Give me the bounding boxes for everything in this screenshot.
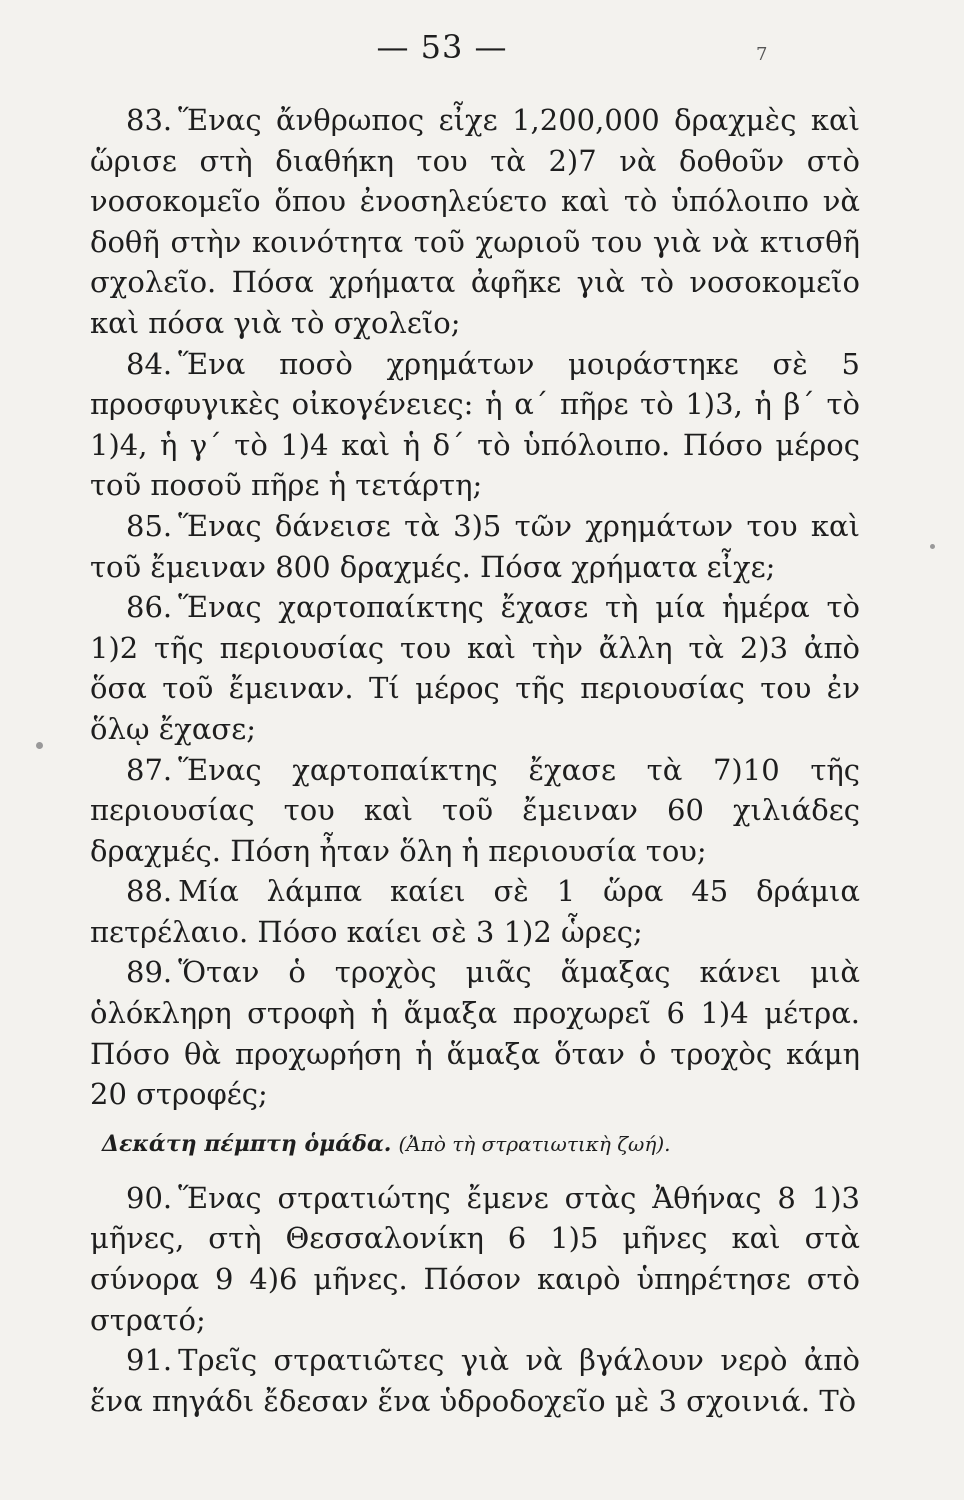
paper-speck [930, 544, 935, 549]
problem-text: Τρεῖς στρατιῶτες γιὰ νὰ βγάλουν νερὸ ἀπὸ ἕνα πηγάδι ἔδεσαν ἕνα ὑδροδοχεῖο μὲ 3 σχοινιά. Τὸ [90, 1343, 860, 1418]
problem-number: 83. [126, 103, 173, 137]
problem-85 [90, 506, 860, 587]
problem-91 [90, 1340, 860, 1421]
problem-text: Ἕνας δάνεισε τὰ 3)5 τῶν χρημάτων του καὶ τοῦ ἔμειναν 800 δραχμές. Πόσα χρήματα εἶχε; [90, 508, 860, 584]
problem-text: Ἕνας ἄνθρωπος εἶχε 1,200,000 δραχμὲς καὶ ὥρισε στὴ διαθήκη του τὰ 2)7 νὰ δοθοῦν στὸ νοσοκομεῖο ὅπου ἐνοσηλεύετο καὶ τὸ ὑπόλοιπο νὰ δοθῆ στὴν κοινότητα τοῦ χωριοῦ του γιὰ νὰ κτισθῆ σχολεῖο. Πόσα χρήματα ἀφῆκε γιὰ τὸ νοσοκομεῖο καὶ πόσα γιὰ τὸ σχολεῖο; [90, 103, 860, 340]
problem-88 [90, 871, 860, 952]
problem-86 [90, 587, 860, 749]
problem-89 [90, 952, 860, 1114]
section-subtitle: (Ἀπὸ τὴ στρατιωτικὴ ζωή). [398, 1131, 671, 1156]
page-number: — 53 — [376, 28, 508, 66]
problem-number: 87. [126, 752, 173, 787]
paper-speck [36, 742, 43, 749]
problem-number: 90. [126, 1180, 173, 1215]
problem-text: Ἕνας χαρτοπαίκτης ἔχασε τὴ μία ἡμέρα τὸ 1)2 τῆς περιουσίας του καὶ τὴν ἄλλη τὰ 2)3 ἀπὸ ὅσα τοῦ ἔμειναν. Τί μέρος τῆς περιουσίας του ἐν ὅλῳ ἔχασε; [90, 590, 860, 746]
problem-90 [90, 1178, 860, 1340]
page-body [90, 100, 860, 1421]
problem-text: Ἕνα ποσὸ χρημάτων μοιράστηκε σὲ 5 προσφυγικὲς οἰκογένειες: ἡ α΄ πῆρε τὸ 1)3, ἡ β΄ τὸ 1)4, ἡ γ΄ τὸ 1)4 καὶ ἡ δ΄ τὸ ὑπόλοιπο. Πόσο μέρος τοῦ ποσοῦ πῆρε ἡ τετάρτη; [90, 346, 860, 503]
problem-number: 91. [126, 1343, 173, 1378]
problem-87 [90, 750, 860, 872]
problem-number: 88. [126, 874, 173, 909]
problem-number: 89. [126, 955, 173, 990]
problem-text: Ἕνας στρατιώτης ἔμενε στὰς Ἀθήνας 8 1)3 μῆνες, στὴ Θεσσαλονίκη 6 1)5 μῆνες καὶ στὰ σύνορα 9 4)6 μῆνες. Πόσον καιρὸ ὑπηρέτησε στὸ στρατό; [90, 1180, 860, 1337]
section-title: Δεκάτη πέμπτη ὁμάδα. [102, 1130, 392, 1157]
problem-83 [90, 100, 860, 344]
section-heading [102, 1129, 860, 1160]
problem-number: 86. [126, 590, 173, 625]
problem-number: 84. [126, 346, 173, 381]
problem-84 [90, 344, 860, 506]
problem-text: Ὅταν ὁ τροχὸς μιᾶς ἅμαξας κάνει μιὰ ὁλόκληρη στροφὴ ἡ ἅμαξα προχωρεῖ 6 1)4 μέτρα. Πόσο θὰ προχωρήση ἡ ἅμαξα ὅταν ὁ τροχὸς κάμη 20 στροφές; [90, 955, 860, 1112]
corner-mark: 7 [756, 44, 768, 65]
problem-number: 85. [126, 508, 173, 543]
problem-text: Ἕνας χαρτοπαίκτης ἔχασε τὰ 7)10 τῆς περιουσίας του καὶ τοῦ ἔμειναν 60 χιλιάδες δραχμές. Πόση ἦταν ὅλη ἡ περιουσία του; [90, 752, 860, 868]
problem-text: Μία λάμπα καίει σὲ 1 ὥρα 45 δράμια πετρέλαιο. Πόσο καίει σὲ 3 1)2 ὧρες; [90, 874, 860, 949]
